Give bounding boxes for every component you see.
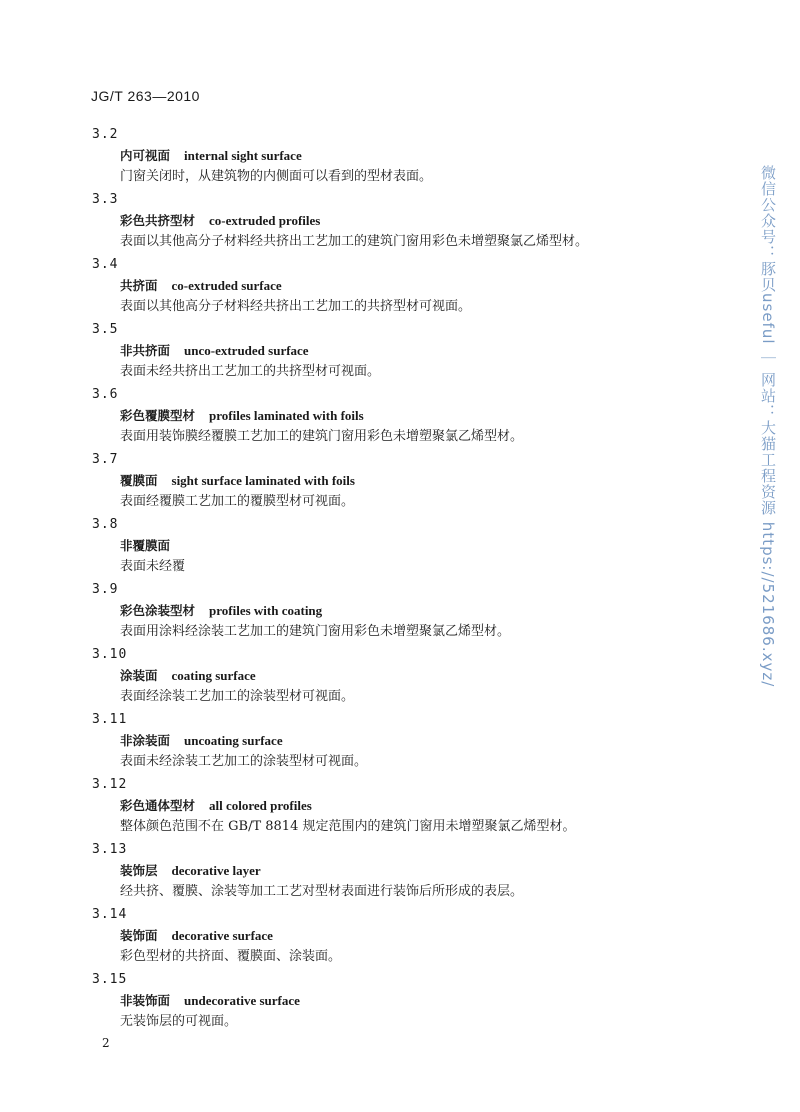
term-english: co-extruded profiles: [209, 213, 321, 228]
term-chinese: 装饰面: [120, 928, 158, 943]
term-entry: [92, 644, 732, 709]
term-english: uncoating surface: [184, 733, 283, 748]
term-number: 3.5: [92, 322, 119, 337]
term-title: [120, 212, 320, 230]
term-number: 3.12: [92, 777, 128, 792]
term-number: 3.4: [92, 257, 119, 272]
term-english: unco-extruded surface: [184, 343, 309, 358]
term-english: profiles laminated with foils: [209, 408, 364, 423]
term-entry: [92, 774, 732, 839]
term-chinese: 非涂装面: [120, 733, 171, 748]
term-title: [120, 732, 283, 750]
term-number: 3.6: [92, 387, 119, 402]
term-chinese: 内可视面: [120, 148, 171, 163]
term-english: all colored profiles: [209, 798, 312, 813]
term-chinese: 涂装面: [120, 668, 158, 683]
term-entry: [92, 709, 732, 774]
term-entry: [92, 254, 732, 319]
term-definition: 彩色型材的共挤面、覆膜面、涂装面。: [120, 949, 342, 964]
term-number: 3.15: [92, 972, 128, 987]
term-definition: 整体颜色范围不在 GB/T 8814 规定范围内的建筑门窗用未增塑聚氯乙烯型材。: [120, 819, 576, 834]
term-definition: 表面经涂装工艺加工的涂装型材可视面。: [120, 689, 355, 704]
term-number: 3.8: [92, 517, 119, 532]
term-english: undecorative surface: [184, 993, 300, 1008]
term-chinese: 彩色覆膜型材: [120, 408, 196, 423]
term-chinese: 非装饰面: [120, 993, 171, 1008]
term-title: [120, 797, 312, 815]
term-english: decorative layer: [171, 863, 261, 878]
term-english: internal sight surface: [184, 148, 302, 163]
term-entry: [92, 514, 732, 579]
term-chinese: 覆膜面: [120, 473, 158, 488]
term-english: profiles with coating: [209, 603, 323, 618]
term-english: co-extruded surface: [171, 278, 282, 293]
term-definition: 表面未经共挤出工艺加工的共挤型材可视面。: [120, 364, 381, 379]
term-chinese: 非共挤面: [120, 343, 171, 358]
term-entry: [92, 319, 732, 384]
term-entry: [92, 904, 732, 969]
term-title: [120, 602, 322, 620]
term-chinese: 共挤面: [120, 278, 158, 293]
term-title: [120, 147, 302, 165]
term-definition: 表面以其他高分子材料经共挤出工艺加工的共挤型材可视面。: [120, 299, 472, 314]
term-entry: [92, 969, 732, 1034]
terms-list: [92, 124, 732, 1034]
term-definition: 表面未经覆: [120, 559, 186, 574]
term-definition: 无装饰层的可视面。: [120, 1014, 238, 1029]
term-entry: [92, 124, 732, 189]
term-number: 3.3: [92, 192, 119, 207]
term-definition: 表面用装饰膜经覆膜工艺加工的建筑门窗用彩色未增塑聚氯乙烯型材。: [120, 429, 524, 444]
term-definition: 表面用涂料经涂装工艺加工的建筑门窗用彩色未增塑聚氯乙烯型材。: [120, 624, 511, 639]
term-definition: 表面未经涂装工艺加工的涂装型材可视面。: [120, 754, 368, 769]
standard-code: JG/T 263—2010: [91, 88, 200, 104]
term-title: [120, 667, 256, 685]
term-title: [120, 342, 309, 360]
term-entry: [92, 579, 732, 644]
term-definition: 表面以其他高分子材料经共挤出工艺加工的建筑门窗用彩色未增塑聚氯乙烯型材。: [120, 234, 589, 249]
term-chinese: 彩色涂装型材: [120, 603, 196, 618]
term-number: 3.10: [92, 647, 128, 662]
term-number: 3.14: [92, 907, 128, 922]
term-english: coating surface: [171, 668, 256, 683]
page-number: 2: [102, 1036, 110, 1050]
term-number: 3.7: [92, 452, 119, 467]
term-title: [120, 927, 273, 945]
term-definition: 经共挤、覆膜、涂装等加工工艺对型材表面进行装饰后所形成的表层。: [120, 884, 524, 899]
term-title: [120, 992, 300, 1010]
term-entry: [92, 839, 732, 904]
term-english: decorative surface: [171, 928, 273, 943]
term-number: 3.9: [92, 582, 119, 597]
term-chinese: 非覆膜面: [120, 538, 171, 553]
term-english: sight surface laminated with foils: [171, 473, 355, 488]
term-title: [120, 407, 364, 425]
term-number: 3.11: [92, 712, 128, 727]
watermark: 微信公众号：豚贝useful ｜ 网站：大猫工程资源 https://521686.xyz/: [759, 165, 777, 688]
term-title: [120, 862, 261, 880]
term-title: [120, 537, 184, 555]
term-number: 3.13: [92, 842, 128, 857]
term-title: [120, 277, 282, 295]
term-chinese: 装饰层: [120, 863, 158, 878]
term-definition: 门窗关闭时，从建筑物的内侧面可以看到的型材表面。: [120, 169, 433, 184]
term-chinese: 彩色通体型材: [120, 798, 196, 813]
term-entry: [92, 189, 732, 254]
term-number: 3.2: [92, 127, 119, 142]
term-entry: [92, 384, 732, 449]
term-definition: 表面经覆膜工艺加工的覆膜型材可视面。: [120, 494, 355, 509]
term-title: [120, 472, 355, 490]
term-entry: [92, 449, 732, 514]
term-chinese: 彩色共挤型材: [120, 213, 196, 228]
